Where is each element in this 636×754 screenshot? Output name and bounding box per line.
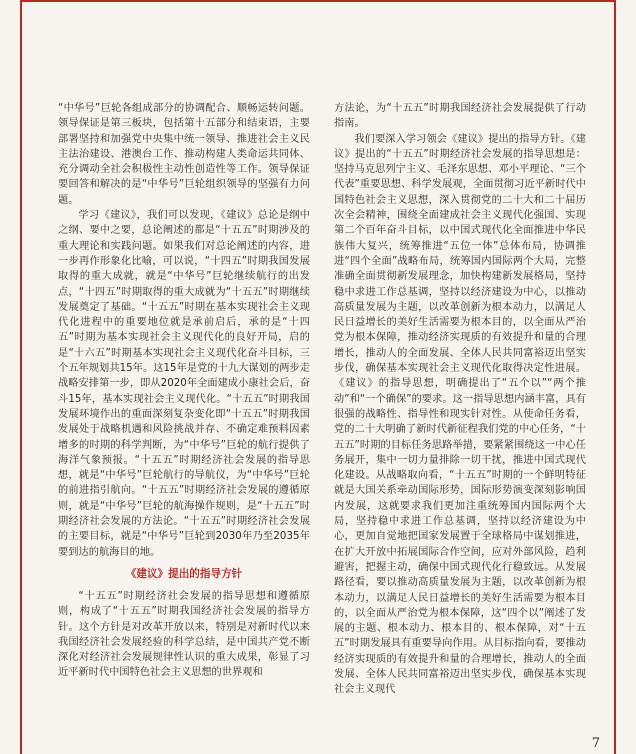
paragraph-continuation: 方法论，为“十五五”时期我国经济社会发展提供了行动指南。 bbox=[334, 103, 586, 130]
section-heading-guiding-principles: 《建议》提出的指导方针 bbox=[125, 567, 243, 580]
left-border-rule bbox=[20, 0, 22, 754]
paragraph-general-theory: 学习《建议》，我们可以发现，《建议》总论是纲中之纲、要中之要，总论阐述的都是“十五五”时期涉及的重大理论和实践问题。如果我们对总论阐述的内容，进一步再作形象化比喻，可以说，“十四五”时期我国发展取得的重大成就，就是“中华号”巨轮继续航行的出发点，“十四五”时期取得的重大成就为“十五五”时期继续发展奠定了基础。“十五五”时期在基本实现社会主义现代化进程中的重要地位就是承前启后，承的是“十四五”时期为基本实现社会主义现代化的良好开局，启的是“十六五”时期基本实现社会主义现代化奋斗目标，三个五年规划共15年。这15年是党的十九大谋划的两步走战略安排第一步，即从2020年全面建成小康社会后，奋斗15年，基本实现社会主义现代化。“十五五”时期我国发展环境作出的重面深刻复杂变化即“十五五”时期我国发展处于战略机遇和风险挑战并存、不确定难预料因素增多的时期的科学判断，为“中华号”巨轮的航行提供了海洋气象预报。“十五五”时期经济社会发展的指导思想，就是“中华号”巨轮航行的导航仪，为“中华号”巨轮的前进指引航向。“十五五”时期经济社会发展的遵循原则，就是“中华号”巨轮的航海操作规则，是“十五五”时期经济社会发展的方法论。“十五五”时期经济社会发展的主要目标，就是“中华号”巨轮到2030年乃至2035年要到达的航海目的地。 bbox=[58, 210, 310, 558]
article-body bbox=[58, 101, 586, 723]
paragraph-guiding-ideology: 我们要深入学习领会《建议》提出的指导方针。《建议》提出的“十五五”时期经济社会发展的指导思想是：坚持马克思列宁主义、毛泽东思想、邓小平理论、“三个代表”重要思想、科学发展观，全面贯彻习近平新时代中国特色社会主义思想，深入贯彻党的二十大和二十届历次全会精神，围绕全面建成社会主义现代化强国、实现第二个百年奋斗目标，以中国式现代化全面推进中华民族伟大复兴，统筹推进“五位一体”总体布局，协调推进“四个全面”战略布局，统筹国内国际两个大局，完整准确全面贯彻新发展理念，加快构建新发展格局，坚持稳中求进工作总基调，坚持以经济建设为中心，以推动高质量发展为主题，以改革创新为根本动力，以满足人民日益增长的美好生活需要为根本目的，以全面从严治党为根本保障，推动经济实现质的有效提升和量的合理增长，推动人的全面发展、全体人民共同富裕迈出坚实步伐，确保基本实现社会主义现代化取得决定性进展。《建议》的指导思想，明确提出了“五个以”“两个推动”和“一个确保”的要求。这一指导思想内涵丰富，具有很强的战略性、指导性和现实针对性。从使命任务看，党的二十大明确了新时代新征程我们党的中心任务，“十五五”时期的目标任务思路举措，要紧紧围绕这一中心任务展开，集中一切力量排除一切干扰，推进中国式现代化建设。从战略取向看，“十五五”时期的一个鲜明特征就是大国关系牵动国际形势，国际形势演变深刻影响国内发展，这就要求我们更加注重统筹国内国际两个大局，坚持稳中求进工作总基调，坚持以经济建设为中心，更加自觉地把国家发展置于全球格局中谋划推进，在扩大开放中拓展国际合作空间，应对外部风险，趋利避害，把握主动，确保中国式现代化行稳致远。从发展路径看，要以推动高质量发展为主题，以改革创新为根本动力，以满足人民日益增长的美好生活需要为根本目的，以全面从严治党为根本保障，这“四个以”阐述了发展的主题、根本动力、根本目的、根本保障，对“十五五”时期发展具有重要导向作用。从目标指向看，要推动经济实现质的有效提升和量的合理增长，推动人的全面发展、全体人民共同富裕迈出坚实步伐，确保基本实现社会主义现代 bbox=[334, 133, 586, 696]
right-border-rule bbox=[614, 0, 616, 754]
paragraph-guiding-principles-intro: “十五五”时期经济社会发展的指导思想和遵循原则，构成了“十五五”时期我国经济社会发展的指导方针。这个方针是对改革开放以来，特别是对新时代以来我国经济社会发展经验的科学总结，是中国共产党不断深化对经济社会发展规律性认识的重大成果，彰显了习近平新时代中国特色社会主义思想的世界观和 bbox=[58, 590, 310, 679]
top-border-rule bbox=[20, 0, 616, 2]
paragraph-leadership-guarantee: “中华号”巨轮各组成部分的协调配合、顺畅运转问题。领导保证是第三板块，包括第十五部分和结束语，主要部署坚持和加强党中央集中统一领导、推进社会主义民主法治建设、港澳台工作、推动构建人类命运共同体、充分调动全社会积极性主动性创造性等工作。领导保证要回答和解决的是“中华号”巨轮组织领导的坚强有力问题。 bbox=[58, 103, 310, 206]
right-column bbox=[334, 101, 586, 723]
left-column bbox=[58, 101, 310, 723]
page-number: 7 bbox=[591, 736, 600, 751]
